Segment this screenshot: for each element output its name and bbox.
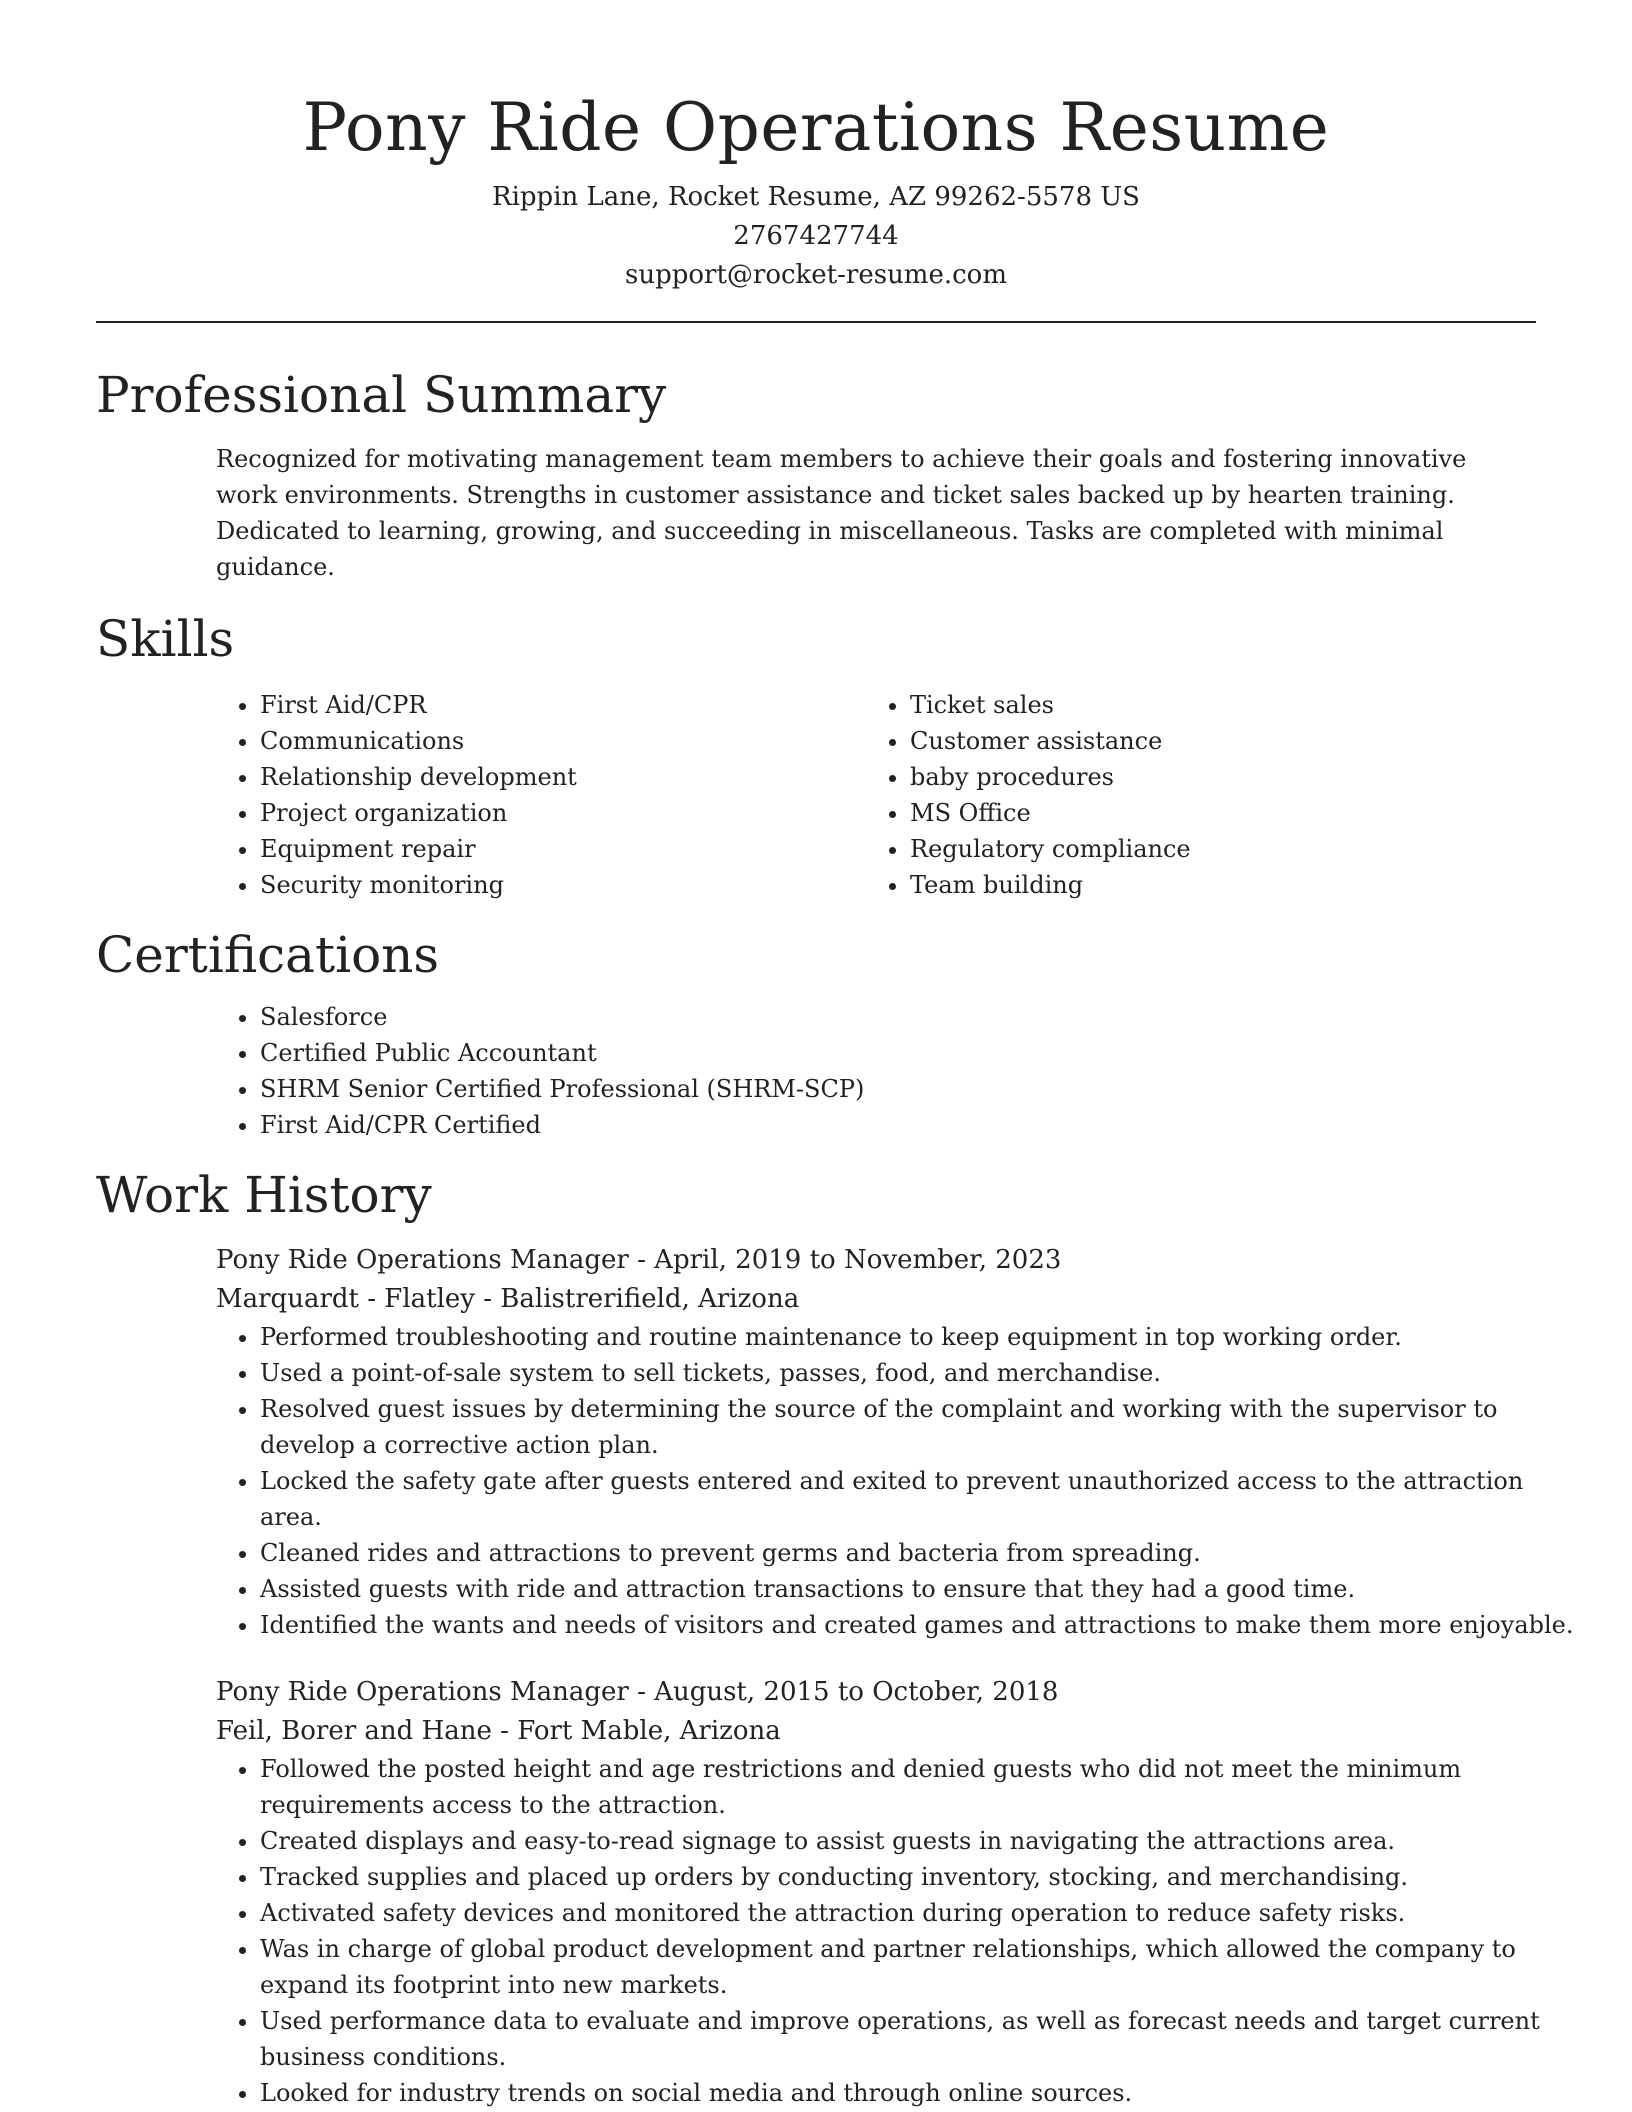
certifications-block <box>216 999 1536 1143</box>
resume-header <box>96 0 1536 295</box>
contact-email: support@rocket-resume.com <box>624 260 1007 290</box>
job-duties-list <box>216 1751 1590 2111</box>
skill-item: • First Aid/CPR <box>260 687 866 723</box>
job-company-line: Marquardt - Flatley - Balistrerifield, Arizona <box>216 1284 800 1314</box>
skill-item: • MS Office <box>910 795 1516 831</box>
job-duty-item: • Assisted guests with ride and attraction transactions to ensure that they had a good time. <box>260 1571 1590 1607</box>
skill-item: • baby procedures <box>910 759 1516 795</box>
job-title-line: Pony Ride Operations Manager - August, 2015 to October, 2018 <box>216 1677 1059 1707</box>
job-duty-item: • Created displays and easy-to-read signage to assist guests in navigating the attractions area. <box>260 1823 1590 1859</box>
skill-item: • Customer assistance <box>910 723 1516 759</box>
job-entry <box>216 1673 1540 2111</box>
skill-item: • Ticket sales <box>910 687 1516 723</box>
skills-list-left <box>216 687 866 903</box>
section-title-skills: Skills <box>96 610 235 668</box>
skills-list-right <box>866 687 1516 903</box>
resume-title: Pony Ride Operations Resume <box>302 89 1330 166</box>
job-duties-list <box>216 1319 1590 1643</box>
skill-item: • Equipment repair <box>260 831 866 867</box>
job-duty-item: • Activated safety devices and monitored the attraction during operation to reduce safety risks. <box>260 1895 1590 1931</box>
job-company-line: Feil, Borer and Hane - Fort Mable, Arizona <box>216 1716 781 1746</box>
section-title-work-history: Work History <box>96 1166 432 1224</box>
contact-phone: 2767427744 <box>733 221 899 251</box>
contact-address: Rippin Lane, Rocket Resume, AZ 99262-5578 US <box>492 182 1140 212</box>
skill-item: • Relationship development <box>260 759 866 795</box>
certification-item: • Certified Public Accountant <box>260 1035 1536 1071</box>
job-duty-item: • Used a point-of-sale system to sell tickets, passes, food, and merchandise. <box>260 1355 1590 1391</box>
certifications-list <box>216 999 1536 1143</box>
skill-item: • Project organization <box>260 795 866 831</box>
skill-item: • Team building <box>910 867 1516 903</box>
job-duty-item: • Identified the wants and needs of visitors and created games and attractions to make them more enjoyable. <box>260 1607 1590 1643</box>
job-duty-item: • Performed troubleshooting and routine maintenance to keep equipment in top working order. <box>260 1319 1590 1355</box>
job-entry <box>216 1241 1574 1643</box>
skill-item: • Communications <box>260 723 866 759</box>
certification-item: • SHRM Senior Certified Professional (SHRM-SCP) <box>260 1071 1536 1107</box>
job-duty-item: • Looked for industry trends on social media and through online sources. <box>260 2075 1590 2111</box>
skill-item: • Security monitoring <box>260 867 866 903</box>
skills-column-left <box>216 687 866 903</box>
skills-grid <box>216 687 1536 903</box>
certification-item: • First Aid/CPR Certified <box>260 1107 1536 1143</box>
skills-column-right <box>866 687 1516 903</box>
section-title-certifications: Certifications <box>96 926 440 984</box>
section-title-summary: Professional Summary <box>96 366 667 424</box>
job-duty-item: • Locked the safety gate after guests entered and exited to prevent unauthorized access to the attraction area. <box>260 1463 1590 1535</box>
job-duty-item: • Used performance data to evaluate and improve operations, as well as forecast needs and target current business conditions. <box>260 2003 1590 2075</box>
header-divider <box>96 321 1536 323</box>
job-duty-item: • Followed the posted height and age restrictions and denied guests who did not meet the minimum requirements access to the attraction. <box>260 1751 1590 1823</box>
job-duty-item: • Tracked supplies and placed up orders by conducting inventory, stocking, and merchandising. <box>260 1859 1590 1895</box>
job-duty-item: • Resolved guest issues by determining the source of the complaint and working with the supervisor to develop a corrective action plan. <box>260 1391 1590 1463</box>
skill-item: • Regulatory compliance <box>910 831 1516 867</box>
job-duty-item: • Was in charge of global product development and partner relationships, which allowed the company to expand its footprint into new markets. <box>260 1931 1590 2003</box>
summary-text: Recognized for motivating management team members to achieve their goals and fostering innovative work environments. Strengths in customer assistance and ticket sales backed up by hearten training. Dedicated to learning, growing, and succeeding in miscellaneous. Tasks are completed with minimal guidance. <box>216 445 1467 581</box>
job-duty-item: • Cleaned rides and attractions to prevent germs and bacteria from spreading. <box>260 1535 1590 1571</box>
resume-page <box>96 0 1574 2111</box>
certification-item: • Salesforce <box>260 999 1536 1035</box>
job-title-line: Pony Ride Operations Manager - April, 2019 to November, 2023 <box>216 1245 1062 1275</box>
contact-block <box>96 178 1536 295</box>
